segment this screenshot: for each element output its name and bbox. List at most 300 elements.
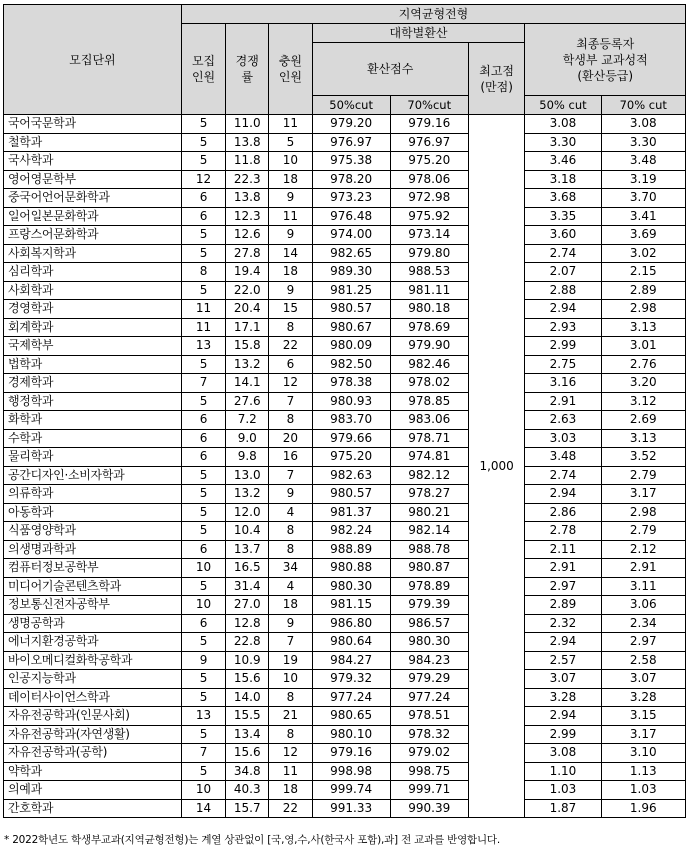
extra: 14 xyxy=(269,244,312,263)
grade-50cut: 2.07 xyxy=(525,263,601,282)
table-row xyxy=(4,337,686,356)
quota: 5 xyxy=(181,392,225,411)
header-max-score-line2: (만점) xyxy=(480,79,513,94)
grade-50cut: 2.11 xyxy=(525,540,601,559)
unit-name: 심리학과 xyxy=(4,263,182,282)
competition: 9.0 xyxy=(226,429,269,448)
competition: 13.0 xyxy=(226,466,269,485)
score-50cut: 973.23 xyxy=(312,189,390,208)
extra: 9 xyxy=(269,485,312,504)
extra: 19 xyxy=(269,651,312,670)
unit-name: 정보통신전자공학부 xyxy=(4,596,182,615)
score-50cut: 980.65 xyxy=(312,707,390,726)
table-row xyxy=(4,503,686,522)
unit-name: 프랑스어문화학과 xyxy=(4,226,182,245)
quota: 5 xyxy=(181,522,225,541)
unit-name: 미디어기술콘텐츠학과 xyxy=(4,577,182,596)
score-50cut: 982.63 xyxy=(312,466,390,485)
extra: 10 xyxy=(269,670,312,689)
quota: 5 xyxy=(181,466,225,485)
unit-name: 경제학과 xyxy=(4,374,182,393)
competition: 31.4 xyxy=(226,577,269,596)
grade-50cut: 3.35 xyxy=(525,207,601,226)
quota: 7 xyxy=(181,374,225,393)
competition: 10.4 xyxy=(226,522,269,541)
score-70cut: 978.51 xyxy=(390,707,468,726)
grade-70cut: 3.28 xyxy=(601,688,685,707)
quota: 6 xyxy=(181,429,225,448)
score-50cut: 981.15 xyxy=(312,596,390,615)
grade-50cut: 2.94 xyxy=(525,633,601,652)
table-row xyxy=(4,614,686,633)
extra: 11 xyxy=(269,762,312,781)
score-70cut: 999.71 xyxy=(390,781,468,800)
competition: 15.7 xyxy=(226,799,269,818)
score-70cut: 978.27 xyxy=(390,485,468,504)
footnote: * 2022학년도 학생부교과(지역균형전형)는 계열 상관없이 [국,영,수,사(한국사 포함),과] 전 교과를 반영합니다. xyxy=(4,834,500,846)
extra: 16 xyxy=(269,448,312,467)
grade-50cut: 3.28 xyxy=(525,688,601,707)
extra: 18 xyxy=(269,170,312,189)
unit-name: 영어영문학부 xyxy=(4,170,182,189)
grade-50cut: 2.99 xyxy=(525,337,601,356)
extra: 8 xyxy=(269,522,312,541)
grade-50cut: 3.03 xyxy=(525,429,601,448)
grade-70cut: 2.12 xyxy=(601,540,685,559)
score-70cut: 988.53 xyxy=(390,263,468,282)
competition: 22.3 xyxy=(226,170,269,189)
competition: 27.6 xyxy=(226,392,269,411)
score-70cut: 978.89 xyxy=(390,577,468,596)
unit-name: 수학과 xyxy=(4,429,182,448)
quota: 5 xyxy=(181,152,225,171)
grade-50cut: 2.88 xyxy=(525,281,601,300)
quota: 13 xyxy=(181,337,225,356)
grade-70cut: 2.76 xyxy=(601,355,685,374)
grade-50cut: 2.63 xyxy=(525,411,601,430)
unit-name: 컴퓨터정보공학부 xyxy=(4,559,182,578)
score-50cut: 981.25 xyxy=(312,281,390,300)
quota: 5 xyxy=(181,226,225,245)
score-50cut: 980.88 xyxy=(312,559,390,578)
grade-70cut: 2.79 xyxy=(601,522,685,541)
unit-name: 사회복지학과 xyxy=(4,244,182,263)
table-row xyxy=(4,170,686,189)
header-converted-score: 환산점수 xyxy=(312,43,468,96)
score-70cut: 975.20 xyxy=(390,152,468,171)
grade-70cut: 3.41 xyxy=(601,207,685,226)
table-row xyxy=(4,300,686,319)
score-70cut: 984.23 xyxy=(390,651,468,670)
extra: 20 xyxy=(269,429,312,448)
header-quota-line2: 인원 xyxy=(191,70,216,84)
quota: 5 xyxy=(181,133,225,152)
unit-name: 국어국문학과 xyxy=(4,115,182,134)
unit-name: 데이터사이언스학과 xyxy=(4,688,182,707)
quota: 6 xyxy=(181,540,225,559)
table-row xyxy=(4,152,686,171)
grade-70cut: 1.13 xyxy=(601,762,685,781)
score-70cut: 974.81 xyxy=(390,448,468,467)
table-row xyxy=(4,559,686,578)
table-row xyxy=(4,207,686,226)
header-unit: 모집단위 xyxy=(4,5,182,115)
score-70cut: 983.06 xyxy=(390,411,468,430)
grade-50cut: 3.08 xyxy=(525,744,601,763)
grade-50cut: 2.78 xyxy=(525,522,601,541)
extra: 22 xyxy=(269,799,312,818)
grade-50cut: 2.93 xyxy=(525,318,601,337)
score-70cut: 979.29 xyxy=(390,670,468,689)
header-grade50: 50% cut xyxy=(525,96,601,115)
header-converted: 대학별환산 xyxy=(312,24,525,43)
extra: 12 xyxy=(269,744,312,763)
score-70cut: 986.57 xyxy=(390,614,468,633)
unit-name: 국사학과 xyxy=(4,152,182,171)
quota: 9 xyxy=(181,651,225,670)
score-70cut: 981.11 xyxy=(390,281,468,300)
unit-name: 행정학과 xyxy=(4,392,182,411)
score-70cut: 979.90 xyxy=(390,337,468,356)
unit-name: 물리학과 xyxy=(4,448,182,467)
grade-50cut: 2.99 xyxy=(525,725,601,744)
extra: 21 xyxy=(269,707,312,726)
header-competition xyxy=(226,24,269,115)
grade-70cut: 2.89 xyxy=(601,281,685,300)
grade-50cut: 3.48 xyxy=(525,448,601,467)
grade-70cut: 3.02 xyxy=(601,244,685,263)
competition: 12.6 xyxy=(226,226,269,245)
score-50cut: 980.30 xyxy=(312,577,390,596)
grade-50cut: 1.03 xyxy=(525,781,601,800)
header-group: 지역균형전형 xyxy=(181,5,685,24)
extra: 7 xyxy=(269,466,312,485)
max-score-value: 1,000 xyxy=(468,115,525,818)
score-50cut: 977.24 xyxy=(312,688,390,707)
extra: 10 xyxy=(269,152,312,171)
quota: 7 xyxy=(181,744,225,763)
quota: 5 xyxy=(181,670,225,689)
header-cut70: 70%cut xyxy=(390,96,468,115)
grade-70cut: 3.70 xyxy=(601,189,685,208)
grade-50cut: 3.60 xyxy=(525,226,601,245)
score-50cut: 979.16 xyxy=(312,744,390,763)
score-50cut: 988.89 xyxy=(312,540,390,559)
quota: 6 xyxy=(181,189,225,208)
grade-70cut: 2.34 xyxy=(601,614,685,633)
competition: 13.2 xyxy=(226,485,269,504)
table-row xyxy=(4,707,686,726)
score-70cut: 979.80 xyxy=(390,244,468,263)
grade-50cut: 2.57 xyxy=(525,651,601,670)
score-50cut: 978.38 xyxy=(312,374,390,393)
header-max-score-line1: 최고점 xyxy=(479,63,515,78)
extra: 18 xyxy=(269,781,312,800)
grade-70cut: 3.19 xyxy=(601,170,685,189)
table-row xyxy=(4,411,686,430)
table-row xyxy=(4,577,686,596)
extra: 7 xyxy=(269,392,312,411)
quota: 6 xyxy=(181,614,225,633)
grade-70cut: 3.07 xyxy=(601,670,685,689)
table-row xyxy=(4,448,686,467)
grade-50cut: 2.74 xyxy=(525,244,601,263)
grade-50cut: 2.94 xyxy=(525,485,601,504)
score-70cut: 978.69 xyxy=(390,318,468,337)
grade-70cut: 2.58 xyxy=(601,651,685,670)
quota: 5 xyxy=(181,281,225,300)
header-max-score xyxy=(468,43,525,115)
score-50cut: 979.66 xyxy=(312,429,390,448)
table-row xyxy=(4,744,686,763)
grade-50cut: 2.86 xyxy=(525,503,601,522)
table-row xyxy=(4,466,686,485)
table-row xyxy=(4,133,686,152)
grade-50cut: 2.91 xyxy=(525,392,601,411)
table-row xyxy=(4,189,686,208)
score-70cut: 980.30 xyxy=(390,633,468,652)
unit-name: 국제학부 xyxy=(4,337,182,356)
score-50cut: 983.70 xyxy=(312,411,390,430)
score-50cut: 974.00 xyxy=(312,226,390,245)
table-row xyxy=(4,633,686,652)
unit-name: 회계학과 xyxy=(4,318,182,337)
extra: 5 xyxy=(269,133,312,152)
grade-50cut: 3.08 xyxy=(525,115,601,134)
table-row xyxy=(4,651,686,670)
unit-name: 의류학과 xyxy=(4,485,182,504)
table-row xyxy=(4,799,686,818)
grade-70cut: 2.98 xyxy=(601,300,685,319)
table-row xyxy=(4,318,686,337)
unit-name: 사회학과 xyxy=(4,281,182,300)
grade-70cut: 2.79 xyxy=(601,466,685,485)
score-50cut: 981.37 xyxy=(312,503,390,522)
unit-name: 생명공학과 xyxy=(4,614,182,633)
table-row xyxy=(4,244,686,263)
extra: 12 xyxy=(269,374,312,393)
grade-70cut: 2.91 xyxy=(601,559,685,578)
quota: 8 xyxy=(181,263,225,282)
quota: 6 xyxy=(181,207,225,226)
grade-70cut: 3.52 xyxy=(601,448,685,467)
competition: 22.8 xyxy=(226,633,269,652)
admission-results-table xyxy=(3,4,686,818)
score-50cut: 979.20 xyxy=(312,115,390,134)
header-extra-line1: 충원 xyxy=(278,54,303,68)
competition: 9.8 xyxy=(226,448,269,467)
quota: 6 xyxy=(181,411,225,430)
extra: 9 xyxy=(269,614,312,633)
score-70cut: 988.78 xyxy=(390,540,468,559)
score-50cut: 976.97 xyxy=(312,133,390,152)
header-final-reg xyxy=(525,24,686,96)
extra: 18 xyxy=(269,263,312,282)
quota: 14 xyxy=(181,799,225,818)
competition: 27.0 xyxy=(226,596,269,615)
competition: 20.4 xyxy=(226,300,269,319)
score-50cut: 975.20 xyxy=(312,448,390,467)
grade-50cut: 3.18 xyxy=(525,170,601,189)
header-competition-line2: 률 xyxy=(241,70,254,84)
quota: 10 xyxy=(181,596,225,615)
competition: 14.1 xyxy=(226,374,269,393)
header-quota xyxy=(181,24,225,115)
score-50cut: 975.38 xyxy=(312,152,390,171)
competition: 16.5 xyxy=(226,559,269,578)
competition: 13.8 xyxy=(226,189,269,208)
grade-70cut: 3.01 xyxy=(601,337,685,356)
extra: 8 xyxy=(269,318,312,337)
competition: 10.9 xyxy=(226,651,269,670)
header-final-reg-line1: 최종등록자 xyxy=(576,36,635,51)
competition: 14.0 xyxy=(226,688,269,707)
grade-70cut: 3.11 xyxy=(601,577,685,596)
grade-70cut: 2.98 xyxy=(601,503,685,522)
competition: 13.2 xyxy=(226,355,269,374)
competition: 15.5 xyxy=(226,707,269,726)
extra: 8 xyxy=(269,725,312,744)
grade-70cut: 3.15 xyxy=(601,707,685,726)
unit-name: 공간디자인·소비자학과 xyxy=(4,466,182,485)
header-quota-line1: 모집 xyxy=(191,54,216,68)
grade-50cut: 2.74 xyxy=(525,466,601,485)
score-70cut: 972.98 xyxy=(390,189,468,208)
score-70cut: 982.14 xyxy=(390,522,468,541)
table-row xyxy=(4,762,686,781)
header-final-reg-line2: 학생부 교과성적 xyxy=(562,52,648,67)
grade-70cut: 1.96 xyxy=(601,799,685,818)
score-50cut: 982.65 xyxy=(312,244,390,263)
competition: 40.3 xyxy=(226,781,269,800)
unit-name: 철학과 xyxy=(4,133,182,152)
grade-50cut: 2.94 xyxy=(525,707,601,726)
score-50cut: 980.57 xyxy=(312,300,390,319)
score-50cut: 978.20 xyxy=(312,170,390,189)
grade-50cut: 3.16 xyxy=(525,374,601,393)
unit-name: 화학과 xyxy=(4,411,182,430)
table-row xyxy=(4,670,686,689)
score-50cut: 980.93 xyxy=(312,392,390,411)
score-70cut: 979.16 xyxy=(390,115,468,134)
table-row xyxy=(4,263,686,282)
grade-70cut: 3.12 xyxy=(601,392,685,411)
table-row xyxy=(4,485,686,504)
quota: 11 xyxy=(181,318,225,337)
score-70cut: 973.14 xyxy=(390,226,468,245)
grade-70cut: 3.30 xyxy=(601,133,685,152)
quota: 6 xyxy=(181,448,225,467)
table-row xyxy=(4,281,686,300)
competition: 19.4 xyxy=(226,263,269,282)
quota: 5 xyxy=(181,762,225,781)
unit-name: 자유전공학과(인문사회) xyxy=(4,707,182,726)
grade-50cut: 2.75 xyxy=(525,355,601,374)
table-row xyxy=(4,725,686,744)
grade-50cut: 2.32 xyxy=(525,614,601,633)
extra: 15 xyxy=(269,300,312,319)
extra: 9 xyxy=(269,226,312,245)
unit-name: 의예과 xyxy=(4,781,182,800)
grade-70cut: 3.20 xyxy=(601,374,685,393)
score-70cut: 978.32 xyxy=(390,725,468,744)
quota: 5 xyxy=(181,355,225,374)
quota: 5 xyxy=(181,688,225,707)
competition: 7.2 xyxy=(226,411,269,430)
grade-50cut: 2.94 xyxy=(525,300,601,319)
table-row xyxy=(4,392,686,411)
table-row xyxy=(4,688,686,707)
extra: 4 xyxy=(269,577,312,596)
quota: 10 xyxy=(181,781,225,800)
unit-name: 경영학과 xyxy=(4,300,182,319)
competition: 27.8 xyxy=(226,244,269,263)
header-cut50: 50%cut xyxy=(312,96,390,115)
competition: 22.0 xyxy=(226,281,269,300)
score-70cut: 998.75 xyxy=(390,762,468,781)
extra: 8 xyxy=(269,688,312,707)
score-70cut: 980.87 xyxy=(390,559,468,578)
competition: 12.3 xyxy=(226,207,269,226)
table-row xyxy=(4,115,686,134)
grade-70cut: 3.13 xyxy=(601,318,685,337)
score-70cut: 979.39 xyxy=(390,596,468,615)
score-70cut: 980.21 xyxy=(390,503,468,522)
quota: 10 xyxy=(181,559,225,578)
grade-70cut: 3.10 xyxy=(601,744,685,763)
quota: 5 xyxy=(181,633,225,652)
score-70cut: 980.18 xyxy=(390,300,468,319)
unit-name: 약학과 xyxy=(4,762,182,781)
grade-50cut: 3.68 xyxy=(525,189,601,208)
unit-name: 아동학과 xyxy=(4,503,182,522)
grade-70cut: 1.03 xyxy=(601,781,685,800)
score-70cut: 978.02 xyxy=(390,374,468,393)
score-50cut: 980.57 xyxy=(312,485,390,504)
unit-name: 자유전공학과(공학) xyxy=(4,744,182,763)
competition: 13.4 xyxy=(226,725,269,744)
score-70cut: 975.92 xyxy=(390,207,468,226)
score-50cut: 989.30 xyxy=(312,263,390,282)
grade-70cut: 3.13 xyxy=(601,429,685,448)
score-70cut: 979.02 xyxy=(390,744,468,763)
grade-70cut: 3.08 xyxy=(601,115,685,134)
unit-name: 간호학과 xyxy=(4,799,182,818)
score-70cut: 978.06 xyxy=(390,170,468,189)
header-extra xyxy=(269,24,312,115)
table-row xyxy=(4,781,686,800)
competition: 11.8 xyxy=(226,152,269,171)
grade-50cut: 3.07 xyxy=(525,670,601,689)
score-70cut: 990.39 xyxy=(390,799,468,818)
score-50cut: 980.10 xyxy=(312,725,390,744)
grade-50cut: 2.97 xyxy=(525,577,601,596)
grade-50cut: 3.30 xyxy=(525,133,601,152)
competition: 13.7 xyxy=(226,540,269,559)
competition: 15.6 xyxy=(226,744,269,763)
extra: 18 xyxy=(269,596,312,615)
quota: 5 xyxy=(181,485,225,504)
competition: 11.0 xyxy=(226,115,269,134)
competition: 15.6 xyxy=(226,670,269,689)
quota: 11 xyxy=(181,300,225,319)
grade-70cut: 3.48 xyxy=(601,152,685,171)
score-70cut: 978.85 xyxy=(390,392,468,411)
score-50cut: 984.27 xyxy=(312,651,390,670)
unit-name: 의생명과학과 xyxy=(4,540,182,559)
extra: 6 xyxy=(269,355,312,374)
score-50cut: 986.80 xyxy=(312,614,390,633)
